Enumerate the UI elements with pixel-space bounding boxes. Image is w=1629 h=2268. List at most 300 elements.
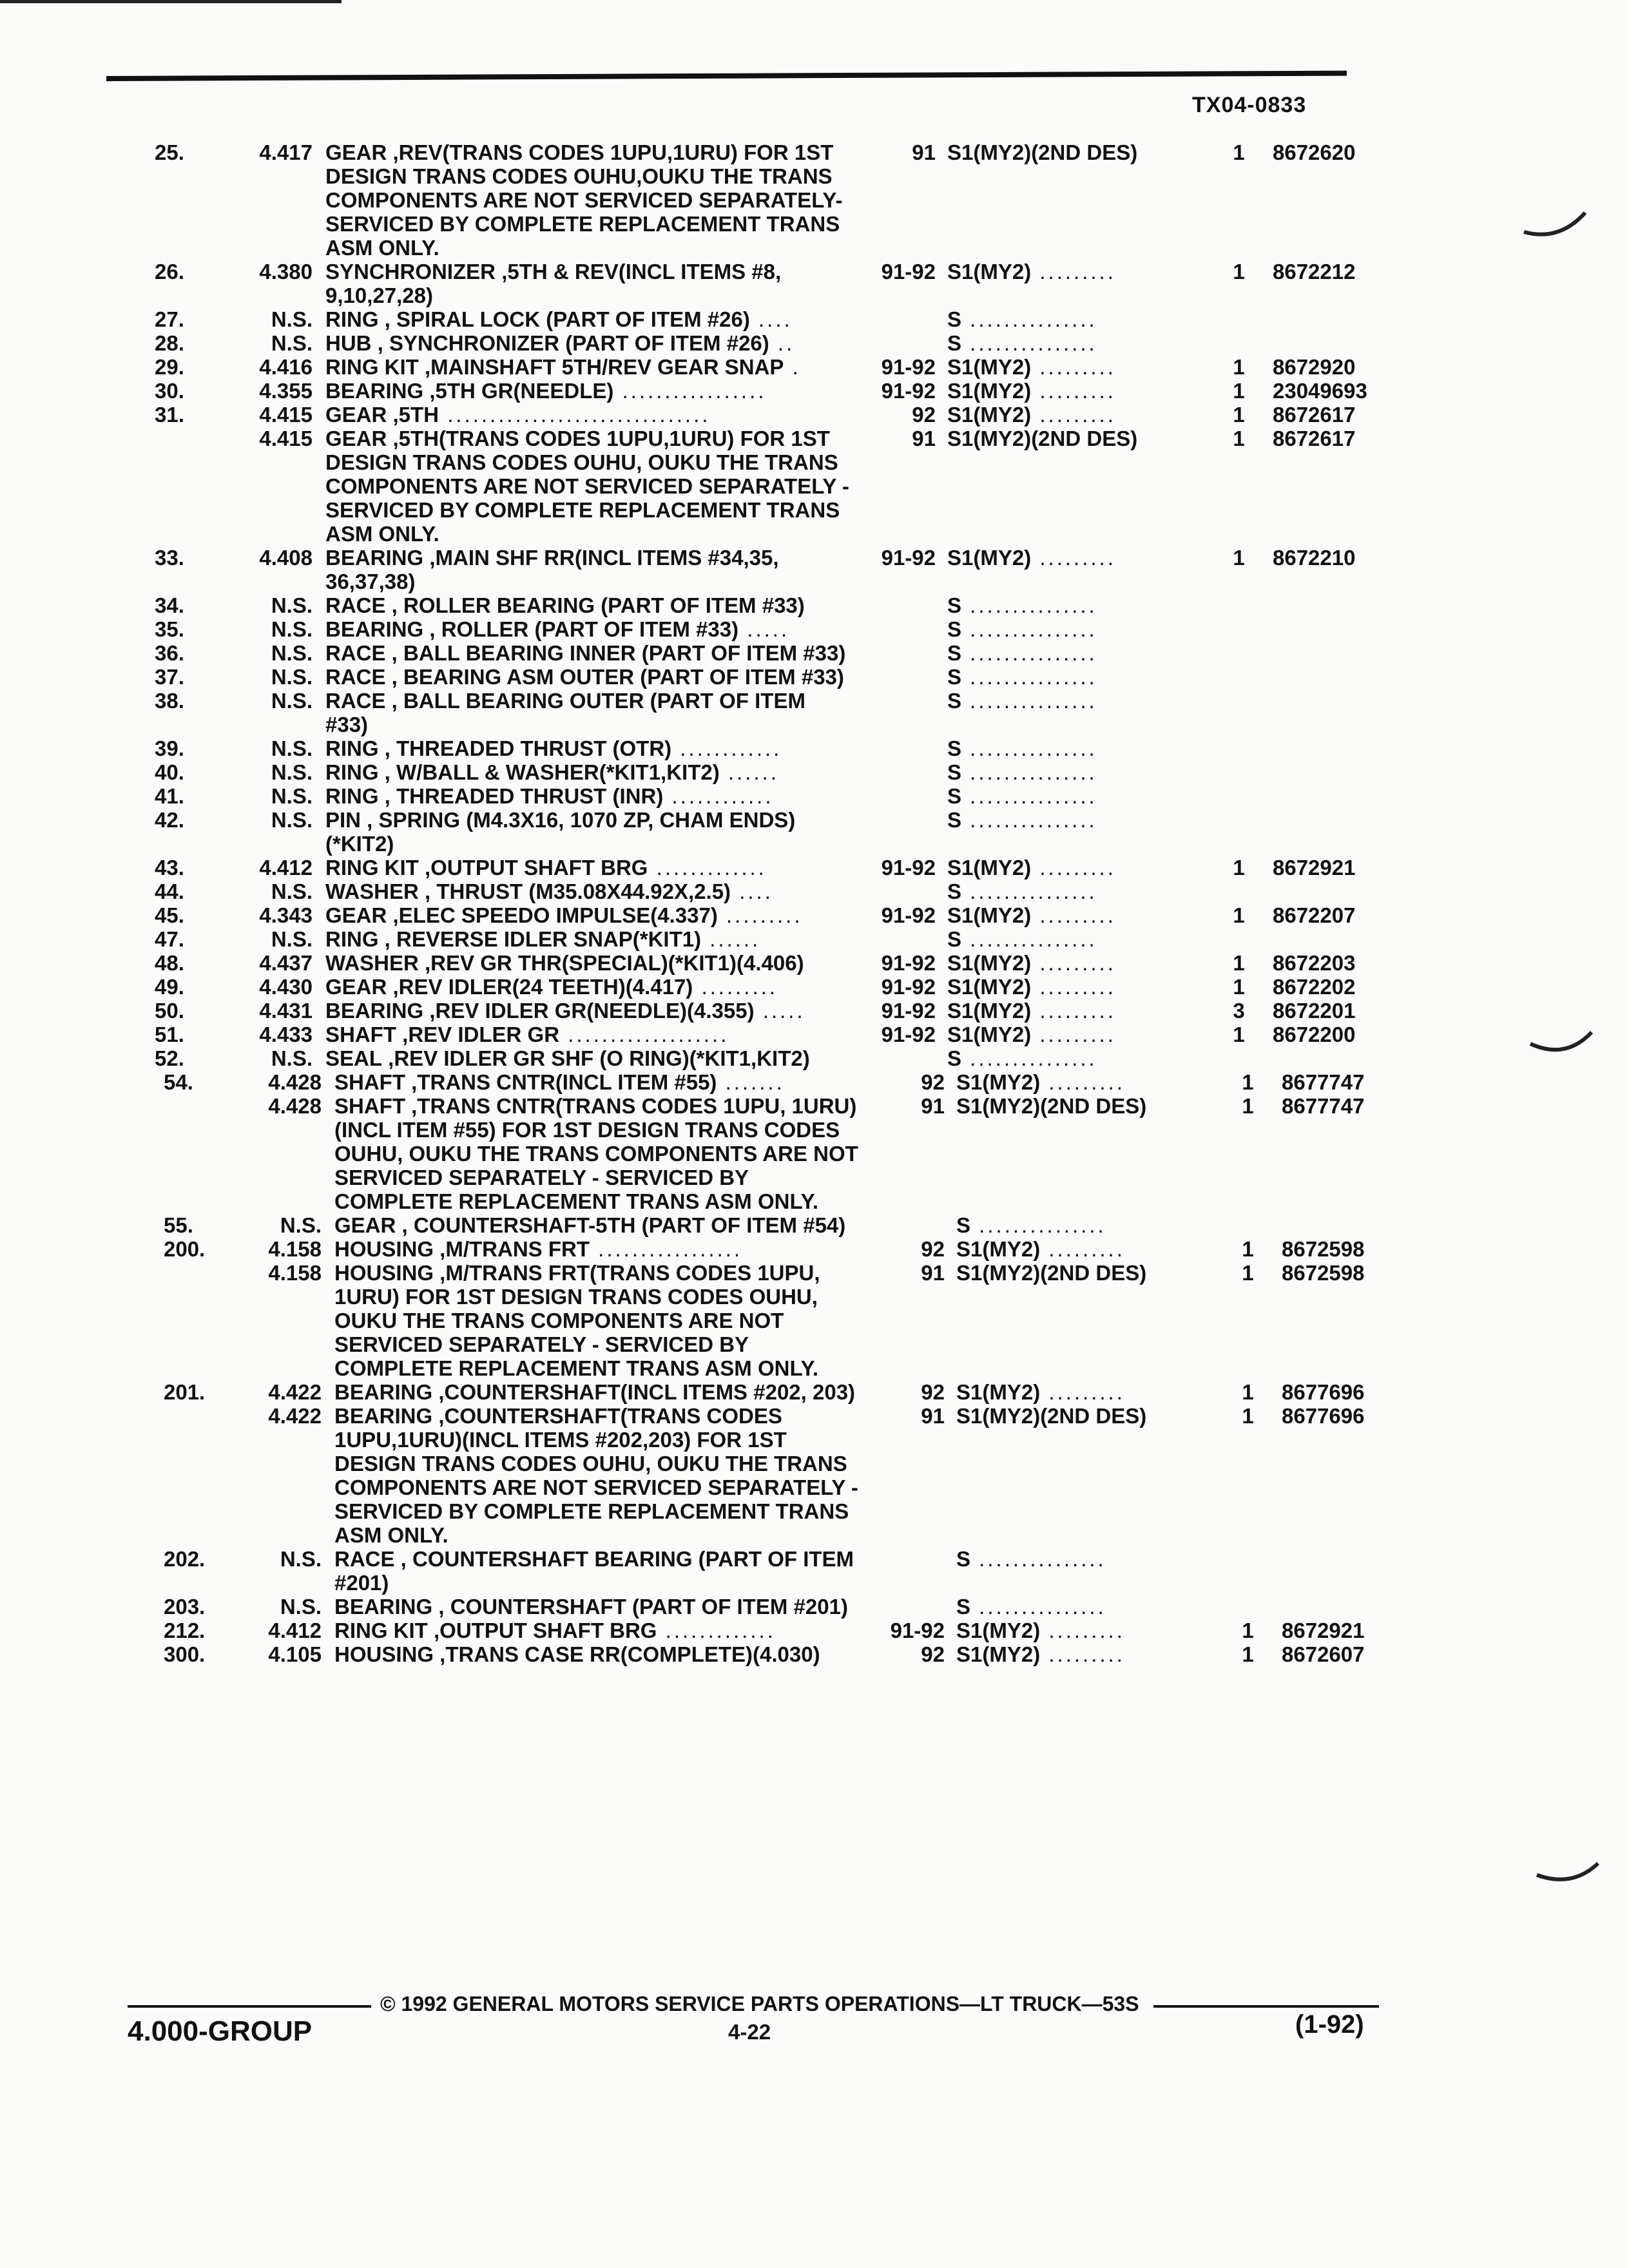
- part-description: [325, 355, 851, 379]
- part-name: BEARING: [325, 999, 424, 1023]
- schedule: [947, 403, 1218, 427]
- group-number: 4.343: [259, 903, 313, 927]
- part-number: 8672920: [1273, 355, 1356, 379]
- schedule: [947, 903, 1218, 927]
- part-description: [334, 1094, 860, 1213]
- item-number: 212.: [164, 1619, 206, 1642]
- schedule: [947, 927, 1218, 951]
- group-number: N.S.: [280, 1595, 322, 1619]
- part-name: BEARING: [325, 546, 424, 570]
- quantity: 1: [1233, 1023, 1245, 1046]
- schedule: [956, 1213, 1227, 1237]
- schedule-code: S: [947, 1046, 962, 1070]
- part-description: [334, 1070, 860, 1094]
- part-description: [325, 927, 851, 951]
- schedule: [947, 1046, 1218, 1070]
- schedule-code: S: [947, 617, 962, 641]
- part-row: [129, 260, 1392, 307]
- model-year: 92: [921, 1380, 945, 1404]
- part-detail: ,M/TRANS FRT: [434, 1237, 590, 1261]
- part-description: [325, 689, 851, 736]
- quantity: 1: [1242, 1642, 1254, 1666]
- leader-dots: .........: [1031, 260, 1116, 284]
- leader-dots: .....: [738, 617, 790, 641]
- part-row: [129, 331, 1392, 355]
- part-detail: , SPIRAL LOCK (PART OF ITEM #26): [378, 307, 750, 331]
- group-number: 4.105: [268, 1642, 322, 1666]
- part-detail: , BALL BEARING OUTER (PART OF ITEM #33): [325, 689, 805, 736]
- part-name: SHAFT: [334, 1094, 405, 1118]
- part-row: [129, 808, 1392, 856]
- item-number: 28.: [155, 331, 184, 355]
- model-year: 91: [921, 1094, 945, 1118]
- schedule: [947, 307, 1218, 331]
- group-label: 4.000-GROUP: [128, 2015, 313, 2047]
- group-number: N.S.: [271, 593, 313, 617]
- part-number: 8672201: [1273, 999, 1356, 1023]
- quantity: 1: [1233, 355, 1245, 379]
- schedule-code: S1(MY2)(2ND DES): [956, 1094, 1147, 1118]
- part-description: [334, 1595, 860, 1619]
- part-row: [138, 1094, 1401, 1213]
- part-description: [325, 760, 851, 784]
- part-row: [129, 903, 1392, 927]
- part-name: GEAR: [325, 403, 387, 427]
- schedule-code: S1(MY2)(2ND DES): [956, 1261, 1147, 1285]
- quantity: 1: [1242, 1094, 1254, 1118]
- part-description: [325, 641, 851, 665]
- schedule: [956, 1595, 1227, 1619]
- part-number: 8672598: [1282, 1261, 1365, 1285]
- part-row: [129, 355, 1392, 379]
- part-detail: ,5TH & REV(INCL ITEMS #8, 9,10,27,28): [325, 260, 782, 307]
- part-number: 8677696: [1282, 1404, 1365, 1428]
- group-number: 4.415: [259, 403, 313, 427]
- schedule: [947, 856, 1218, 879]
- schedule: [956, 1237, 1227, 1261]
- part-description: [325, 879, 851, 903]
- top-edge-rule: [0, 0, 342, 3]
- part-description: [325, 617, 851, 641]
- part-row: [129, 879, 1392, 903]
- part-number: 8672210: [1273, 546, 1356, 570]
- part-number: 8672207: [1273, 903, 1356, 927]
- part-row: [129, 403, 1392, 427]
- leader-dots: .........: [1031, 546, 1116, 570]
- model-year: 92: [921, 1070, 945, 1094]
- schedule: [947, 879, 1218, 903]
- schedule-code: S1(MY2): [947, 379, 1032, 403]
- part-name: RACE: [325, 665, 386, 689]
- part-row: [129, 736, 1392, 760]
- schedule-code: S1(MY2): [947, 951, 1032, 975]
- group-number: 4.428: [268, 1070, 322, 1094]
- group-number: 4.422: [268, 1404, 322, 1428]
- schedule: [956, 1404, 1227, 1428]
- schedule-code: S: [947, 784, 962, 808]
- part-row: [129, 951, 1392, 975]
- part-detail: , ROLLER (PART OF ITEM #33): [423, 617, 739, 641]
- quantity: 1: [1242, 1237, 1254, 1261]
- scan-mark: [1521, 206, 1592, 245]
- leader-dots: .............: [657, 1619, 776, 1642]
- leader-dots: ...............: [961, 784, 1097, 808]
- leader-dots: .........: [717, 903, 803, 927]
- part-row: [129, 784, 1392, 808]
- quantity: 1: [1233, 427, 1245, 450]
- part-detail: , ROLLER BEARING (PART OF ITEM #33): [385, 593, 805, 617]
- leader-dots: .......: [717, 1070, 785, 1094]
- part-name: HOUSING: [334, 1642, 434, 1666]
- schedule: [947, 427, 1218, 450]
- item-number: 41.: [155, 784, 184, 808]
- schedule-code: S1(MY2): [947, 546, 1032, 570]
- part-name: GEAR: [325, 975, 387, 999]
- schedule-code: S1(MY2)(2ND DES): [947, 427, 1138, 450]
- leader-dots: .........: [1031, 856, 1116, 879]
- schedule: [947, 260, 1218, 284]
- part-row: [129, 856, 1392, 879]
- schedule-code: S1(MY2): [956, 1380, 1041, 1404]
- schedule-code: S: [947, 593, 962, 617]
- revision-date: (1-92): [1295, 2010, 1364, 2039]
- group-number: 4.415: [259, 427, 313, 450]
- part-detail: ,OUTPUT SHAFT BRG: [418, 856, 648, 879]
- leader-dots: .........: [1040, 1619, 1125, 1642]
- schedule: [947, 808, 1218, 832]
- schedule-code: S1(MY2): [947, 355, 1032, 379]
- part-description: [325, 999, 851, 1023]
- group-number: 4.437: [259, 951, 313, 975]
- schedule: [947, 736, 1218, 760]
- part-name: PIN: [325, 808, 361, 832]
- model-year: 91-92: [881, 951, 936, 975]
- model-year: 92: [921, 1642, 945, 1666]
- item-number: 45.: [155, 903, 184, 927]
- item-number: 300.: [164, 1642, 206, 1666]
- part-detail: , SPRING (M4.3X16, 1070 ZP, CHAM ENDS) (*KIT2): [325, 808, 796, 856]
- part-description: [325, 307, 851, 331]
- part-detail: , THREADED THRUST (OTR): [378, 736, 672, 760]
- part-detail: ,REV(TRANS CODES 1UPU,1URU) FOR 1ST DESIGN TRANS CODES OUHU,OUKU THE TRANS COMPONENTS ARE NOT SERVICED SEPARATELY-SERVICED BY COMPLETE REPLACEMENT TRANS ASM ONLY.: [325, 140, 843, 260]
- group-number: N.S.: [271, 617, 313, 641]
- schedule: [947, 689, 1218, 713]
- item-number: 31.: [155, 403, 184, 427]
- part-number: 8672598: [1282, 1237, 1365, 1261]
- item-number: 48.: [155, 951, 184, 975]
- part-description: [325, 260, 851, 307]
- item-number: 55.: [164, 1213, 193, 1237]
- model-year: 91-92: [881, 546, 936, 570]
- schedule-code: S: [947, 736, 962, 760]
- leader-dots: .........: [1040, 1642, 1125, 1666]
- part-detail: , W/BALL & WASHER(*KIT1,KIT2): [378, 760, 720, 784]
- item-number: 54.: [164, 1070, 193, 1094]
- leader-dots: .........: [1031, 951, 1116, 975]
- group-number: N.S.: [280, 1547, 322, 1571]
- part-detail: ,TRANS CASE RR(COMPLETE)(4.030): [434, 1642, 820, 1666]
- schedule: [947, 140, 1218, 164]
- part-detail: ,MAINSHAFT 5TH/REV GEAR SNAP: [418, 355, 784, 379]
- schedule-code: S: [947, 927, 962, 951]
- part-detail: ,TRANS CNTR(INCL ITEM #55): [405, 1070, 717, 1094]
- schedule-code: S1(MY2): [956, 1070, 1041, 1094]
- model-year: 91: [912, 427, 936, 450]
- part-detail: , REVERSE IDLER SNAP(*KIT1): [378, 927, 702, 951]
- group-number: 4.355: [259, 379, 313, 403]
- schedule: [947, 999, 1218, 1023]
- schedule-code: S1(MY2): [947, 260, 1032, 284]
- page-code: TX04-0833: [1192, 93, 1307, 117]
- part-row: [129, 1023, 1392, 1046]
- part-detail: ,REV IDLER(24 TEETH)(4.417): [387, 975, 693, 999]
- part-row: [129, 140, 1392, 260]
- part-description: [334, 1547, 860, 1595]
- group-number: N.S.: [271, 760, 313, 784]
- group-number: N.S.: [271, 331, 313, 355]
- item-number: 26.: [155, 260, 184, 284]
- group-number: 4.428: [268, 1094, 322, 1118]
- quantity: 1: [1233, 140, 1245, 164]
- leader-dots: ............: [663, 784, 774, 808]
- group-number: N.S.: [271, 689, 313, 713]
- leader-dots: ...............: [961, 641, 1097, 665]
- leader-dots: ...............: [961, 760, 1097, 784]
- leader-dots: ...............: [961, 307, 1097, 331]
- group-number: N.S.: [271, 307, 313, 331]
- part-name: GEAR: [325, 140, 387, 164]
- part-number: 8672607: [1282, 1642, 1365, 1666]
- leader-dots: ...............: [961, 879, 1097, 903]
- leader-dots: ...............: [961, 665, 1097, 689]
- model-year: 91-92: [881, 260, 936, 284]
- part-row: [138, 1404, 1401, 1547]
- schedule-code: S1(MY2): [947, 403, 1032, 427]
- part-row: [129, 760, 1392, 784]
- schedule: [956, 1642, 1227, 1666]
- quantity: 1: [1233, 903, 1245, 927]
- group-number: N.S.: [271, 879, 313, 903]
- schedule-code: S1(MY2): [956, 1642, 1041, 1666]
- part-name: RING: [325, 784, 379, 808]
- part-detail: ,REV IDLER GR: [396, 1023, 560, 1046]
- part-row: [138, 1380, 1401, 1404]
- quantity: 1: [1242, 1619, 1254, 1642]
- quantity: 1: [1242, 1404, 1254, 1428]
- schedule-code: S: [947, 808, 962, 832]
- part-description: [325, 808, 851, 856]
- leader-dots: ...............: [961, 617, 1097, 641]
- part-description: [325, 665, 851, 689]
- quantity: 1: [1242, 1261, 1254, 1285]
- item-number: 30.: [155, 379, 184, 403]
- model-year: 91-92: [890, 1619, 945, 1642]
- part-name: RACE: [334, 1547, 395, 1571]
- item-number: 35.: [155, 617, 184, 641]
- part-description: [325, 1046, 851, 1070]
- part-detail: , COUNTERSHAFT-5TH (PART OF ITEM #54): [396, 1213, 846, 1237]
- part-name: RING: [325, 760, 379, 784]
- schedule: [947, 665, 1218, 689]
- leader-dots: .........: [693, 975, 778, 999]
- group-number: N.S.: [280, 1213, 322, 1237]
- part-row: [138, 1547, 1401, 1595]
- part-name: HOUSING: [334, 1237, 434, 1261]
- part-row: [129, 641, 1392, 665]
- model-year: 91: [912, 140, 936, 164]
- group-number: 4.416: [259, 355, 313, 379]
- copyright-line: © 1992 GENERAL MOTORS SERVICE PARTS OPERATIONS—LT TRUCK—53S: [380, 1992, 1139, 2015]
- schedule-code: S1(MY2): [956, 1619, 1041, 1642]
- item-number: 49.: [155, 975, 184, 999]
- part-detail: , BALL BEARING INNER (PART OF ITEM #33): [385, 641, 846, 665]
- scan-mark: [1527, 1024, 1598, 1063]
- quantity: 1: [1233, 379, 1245, 403]
- schedule-code: S: [947, 689, 962, 713]
- part-row: [138, 1595, 1401, 1619]
- part-detail: , THRUST (M35.08X44.92X,2.5): [418, 879, 731, 903]
- part-name: RACE: [325, 641, 386, 665]
- part-description: [325, 546, 851, 593]
- leader-dots: ....: [749, 307, 793, 331]
- leader-dots: .........: [1031, 903, 1116, 927]
- part-detail: , COUNTERSHAFT BEARING (PART OF ITEM #201): [334, 1547, 854, 1595]
- part-number: 8672921: [1273, 856, 1356, 879]
- part-name: SYNCHRONIZER: [325, 260, 496, 284]
- model-year: 91-92: [881, 379, 936, 403]
- part-detail: ,5TH: [387, 403, 439, 427]
- schedule-code: S: [947, 331, 962, 355]
- schedule-code: S: [947, 879, 962, 903]
- schedule: [947, 975, 1218, 999]
- item-number: 52.: [155, 1046, 184, 1070]
- part-row: [129, 617, 1392, 641]
- part-detail: , SYNCHRONIZER (PART OF ITEM #26): [371, 331, 769, 355]
- group-number: 4.431: [259, 999, 313, 1023]
- group-number: 4.433: [259, 1023, 313, 1046]
- group-number: 4.412: [268, 1619, 322, 1642]
- schedule: [956, 1094, 1227, 1118]
- scan-mark: [1534, 1856, 1605, 1894]
- quantity: 1: [1233, 403, 1245, 427]
- model-year: 91-92: [881, 975, 936, 999]
- model-year: 92: [912, 403, 936, 427]
- part-row: [138, 1261, 1401, 1380]
- part-name: BEARING: [325, 379, 424, 403]
- part-description: [334, 1261, 860, 1380]
- part-detail: ,MAIN SHF RR(INCL ITEMS #34,35, 36,37,38): [325, 546, 779, 593]
- leader-dots: .........: [1031, 403, 1116, 427]
- leader-dots: .........: [1031, 999, 1116, 1023]
- part-detail: ,REV GR THR(SPECIAL)(*KIT1)(4.406): [418, 951, 804, 975]
- part-description: [325, 784, 851, 808]
- part-row: [129, 1046, 1392, 1070]
- part-description: [334, 1213, 860, 1237]
- leader-dots: ...............: [961, 593, 1097, 617]
- part-description: [325, 427, 851, 546]
- part-detail: ,REV IDLER GR(NEEDLE)(4.355): [423, 999, 755, 1023]
- leader-dots: ....: [731, 879, 773, 903]
- item-number: 33.: [155, 546, 184, 570]
- item-number: 43.: [155, 856, 184, 879]
- group-number: 4.430: [259, 975, 313, 999]
- item-number: 39.: [155, 736, 184, 760]
- schedule: [956, 1380, 1227, 1404]
- item-number: 42.: [155, 808, 184, 832]
- part-name: RING: [325, 307, 379, 331]
- part-description: [334, 1619, 860, 1642]
- part-row: [138, 1070, 1401, 1094]
- part-name: HUB: [325, 331, 372, 355]
- part-description: [325, 331, 851, 355]
- leader-dots: .........: [1031, 1023, 1116, 1046]
- schedule: [947, 593, 1218, 617]
- schedule-code: S1(MY2)(2ND DES): [956, 1404, 1147, 1428]
- model-year: 91-92: [881, 355, 936, 379]
- part-name: WASHER: [325, 879, 419, 903]
- model-year: 91: [921, 1404, 945, 1428]
- quantity: 3: [1233, 999, 1245, 1023]
- part-name: WASHER: [325, 951, 419, 975]
- group-number: N.S.: [271, 641, 313, 665]
- leader-dots: ...............: [961, 808, 1097, 832]
- part-name: RACE: [325, 593, 386, 617]
- quantity: 1: [1233, 260, 1245, 284]
- part-number: 8672620: [1273, 140, 1356, 164]
- part-description: [334, 1642, 860, 1666]
- group-number: N.S.: [271, 736, 313, 760]
- part-description: [334, 1237, 860, 1261]
- part-detail: , BEARING ASM OUTER (PART OF ITEM #33): [385, 665, 844, 689]
- group-number: 4.412: [259, 856, 313, 879]
- model-year: 92: [921, 1237, 945, 1261]
- leader-dots: .........: [1031, 379, 1116, 403]
- part-row: [129, 593, 1392, 617]
- part-detail: ,REV IDLER GR SHF (O RING)(*KIT1,KIT2): [382, 1046, 810, 1070]
- part-name: RING KIT: [325, 856, 419, 879]
- part-number: 8672617: [1273, 403, 1356, 427]
- part-description: [325, 975, 851, 999]
- part-row: [129, 999, 1392, 1023]
- leader-dots: .: [784, 355, 801, 379]
- schedule: [947, 331, 1218, 355]
- leader-dots: .........: [1040, 1237, 1125, 1261]
- schedule-code: S1(MY2): [947, 856, 1032, 879]
- leader-dots: .........: [1040, 1070, 1125, 1094]
- group-number: N.S.: [271, 1046, 313, 1070]
- schedule: [947, 760, 1218, 784]
- leader-dots: ...............: [961, 689, 1097, 713]
- item-number: 36.: [155, 641, 184, 665]
- part-number: 8672203: [1273, 951, 1356, 975]
- schedule: [956, 1547, 1227, 1571]
- schedule: [947, 641, 1218, 665]
- item-number: 201.: [164, 1380, 206, 1404]
- model-year: 91-92: [881, 1023, 936, 1046]
- part-name: RING: [325, 927, 379, 951]
- part-row: [129, 427, 1392, 546]
- schedule-code: S: [947, 665, 962, 689]
- part-number: 8672200: [1273, 1023, 1356, 1046]
- group-number: N.S.: [271, 784, 313, 808]
- parts-list: [129, 140, 1392, 1666]
- part-name: BEARING: [334, 1595, 433, 1619]
- schedule: [956, 1619, 1227, 1642]
- footer-rule-left: [128, 2005, 371, 2008]
- item-number: 50.: [155, 999, 184, 1023]
- part-row: [129, 546, 1392, 593]
- part-name: RING KIT: [334, 1619, 428, 1642]
